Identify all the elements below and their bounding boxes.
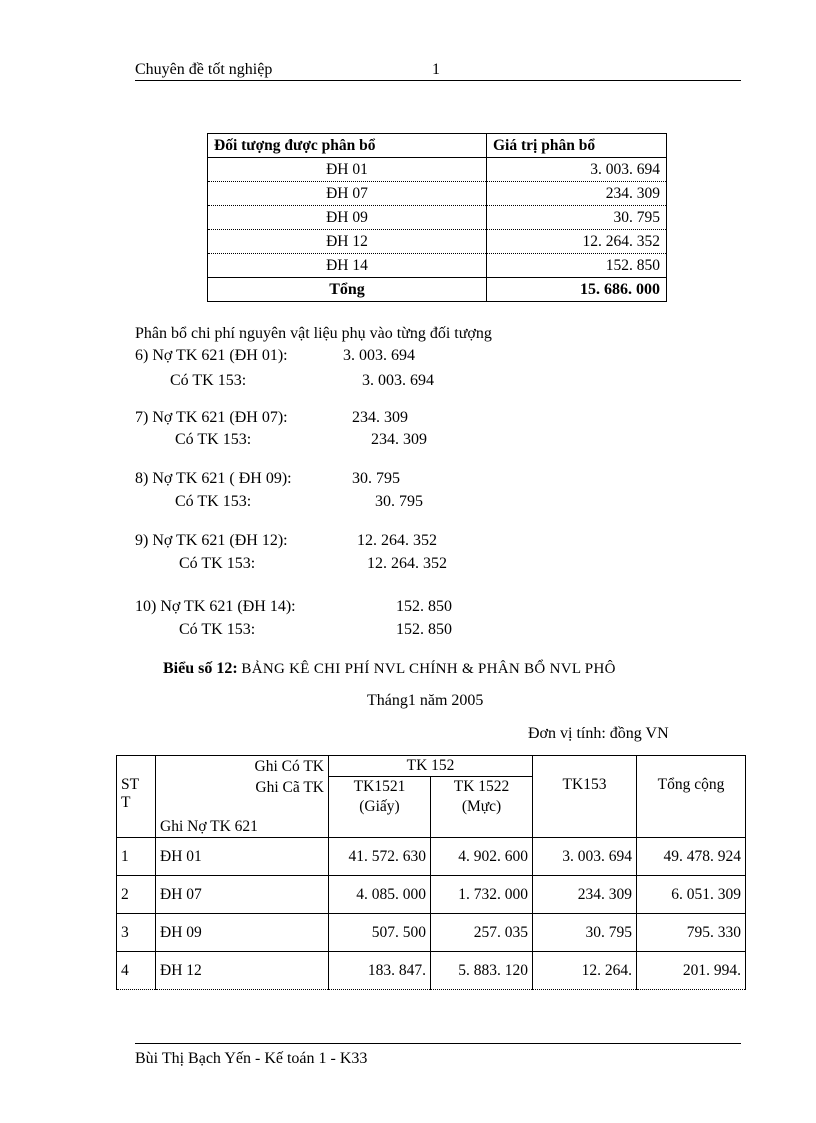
table-row xyxy=(208,254,667,278)
tk1522-label: TK 1522 xyxy=(453,778,510,795)
ghi-ca-label: Ghi Cã TK xyxy=(255,779,324,796)
entry-credit-label: Có TK 153: xyxy=(179,555,256,572)
tk1521-cell: 41. 572. 630 xyxy=(329,838,431,876)
table-row xyxy=(208,206,667,230)
tk1521-cell: 183. 847. xyxy=(329,952,431,990)
value-cell: 152. 850 xyxy=(487,254,667,278)
tk1522-cell: 4. 902. 600 xyxy=(431,838,533,876)
col-object-header: Đối tượng được phân bổ xyxy=(208,134,487,158)
entry-credit-label: Có TK 153: xyxy=(179,621,256,638)
table-row xyxy=(117,914,746,952)
table-row xyxy=(208,158,667,182)
entry-debit-amount: 152. 850 xyxy=(396,598,452,615)
unit-note: Đơn vị tính: đồng VN xyxy=(528,725,669,742)
total-label: Tổng xyxy=(208,278,487,302)
tk1521-sub: (Giấy) xyxy=(359,798,400,815)
total-cell: 795. 330 xyxy=(637,914,746,952)
header-rule xyxy=(135,80,741,81)
total-value: 15. 686. 000 xyxy=(487,278,667,302)
value-cell: 30. 795 xyxy=(487,206,667,230)
tk1522-cell: 5. 883. 120 xyxy=(431,952,533,990)
table-row xyxy=(208,182,667,206)
total-cell: 6. 051. 309 xyxy=(637,876,746,914)
stt-cell: 3 xyxy=(117,914,156,952)
entry-credit-amount: 30. 795 xyxy=(375,493,423,510)
stt-cell: 4 xyxy=(117,952,156,990)
caption-title: BẢNG KÊ CHI PHÍ NVL CHÍNH & PHÂN BỔ NVL PHÔ xyxy=(241,661,616,677)
tk1521-header xyxy=(329,777,431,838)
table-row xyxy=(117,952,746,990)
tk1521-cell: 507. 500 xyxy=(329,914,431,952)
value-cell: 3. 003. 694 xyxy=(487,158,667,182)
object-cell: ĐH 07 xyxy=(208,182,487,206)
cost-table xyxy=(116,755,746,990)
tk1522-cell: 1. 732. 000 xyxy=(431,876,533,914)
name-cell: ĐH 09 xyxy=(156,914,329,952)
name-cell: ĐH 12 xyxy=(156,952,329,990)
name-cell: ĐH 01 xyxy=(156,838,329,876)
allocation-table xyxy=(207,133,667,302)
stt-header: ST T xyxy=(117,756,156,838)
table-row xyxy=(208,230,667,254)
tk153-header: TK153 xyxy=(533,756,637,838)
total-row xyxy=(208,278,667,302)
ghi-no-label: Ghi Nợ TK 621 xyxy=(160,818,258,835)
allocation-table-header xyxy=(208,134,667,158)
tk153-cell: 30. 795 xyxy=(533,914,637,952)
tk1522-sub: (Mực) xyxy=(461,798,502,815)
table-row xyxy=(117,838,746,876)
footer-author: Bùi Thị Bạch Yến - Kế toán 1 - K33 xyxy=(135,1050,368,1067)
entry-credit-amount: 3. 003. 694 xyxy=(362,372,434,389)
tk153-cell: 12. 264. xyxy=(533,952,637,990)
page-number: 1 xyxy=(432,61,440,78)
tk1521-cell: 4. 085. 000 xyxy=(329,876,431,914)
entry-debit-label: 8) Nợ TK 621 ( ĐH 09): xyxy=(135,470,292,487)
caption-month: Tháng1 năm 2005 xyxy=(367,692,484,709)
table-row xyxy=(117,876,746,914)
total-cell: 201. 994. xyxy=(637,952,746,990)
tk153-cell: 234. 309 xyxy=(533,876,637,914)
tk1522-cell: 257. 035 xyxy=(431,914,533,952)
entry-debit-label: 9) Nợ TK 621 (ĐH 12): xyxy=(135,532,288,549)
entry-debit-amount: 3. 003. 694 xyxy=(343,347,415,364)
tk1521-label: TK1521 xyxy=(353,778,406,795)
object-cell: ĐH 14 xyxy=(208,254,487,278)
footer-rule xyxy=(135,1043,741,1044)
total-header: Tổng cộng xyxy=(637,756,746,838)
entry-debit-label: 10) Nợ TK 621 (ĐH 14): xyxy=(135,598,296,615)
entry-credit-amount: 12. 264. 352 xyxy=(367,555,447,572)
entry-debit-amount: 12. 264. 352 xyxy=(357,532,437,549)
entry-debit-label: 7) Nợ TK 621 (ĐH 07): xyxy=(135,409,288,426)
object-cell: ĐH 01 xyxy=(208,158,487,182)
tk153-cell: 3. 003. 694 xyxy=(533,838,637,876)
stt-cell: 2 xyxy=(117,876,156,914)
diagonal-header xyxy=(156,756,329,838)
header-title: Chuyên đề tốt nghiệp xyxy=(135,61,273,78)
caption-label: Biểu số 12: xyxy=(163,660,238,677)
entry-debit-label: 6) Nợ TK 621 (ĐH 01): xyxy=(135,347,288,364)
ghi-co-label: Ghi Có TK xyxy=(254,758,324,775)
entry-debit-amount: 30. 795 xyxy=(352,470,400,487)
entry-credit-label: Có TK 153: xyxy=(170,372,247,389)
intro-text: Phân bổ chi phí nguyên vật liệu phụ vào từng đối tượng xyxy=(135,325,492,342)
name-cell: ĐH 07 xyxy=(156,876,329,914)
entry-credit-amount: 234. 309 xyxy=(371,431,427,448)
value-cell: 234. 309 xyxy=(487,182,667,206)
object-cell: ĐH 12 xyxy=(208,230,487,254)
tk152-header: TK 152 xyxy=(329,756,533,777)
caption xyxy=(163,659,616,679)
entry-credit-amount: 152. 850 xyxy=(396,621,452,638)
entry-credit-label: Có TK 153: xyxy=(175,431,252,448)
tk1522-header xyxy=(431,777,533,838)
value-cell: 12. 264. 352 xyxy=(487,230,667,254)
stt-cell: 1 xyxy=(117,838,156,876)
object-cell: ĐH 09 xyxy=(208,206,487,230)
entry-debit-amount: 234. 309 xyxy=(352,409,408,426)
col-value-header: Giá trị phân bổ xyxy=(487,134,667,158)
total-cell: 49. 478. 924 xyxy=(637,838,746,876)
entry-credit-label: Có TK 153: xyxy=(175,493,252,510)
